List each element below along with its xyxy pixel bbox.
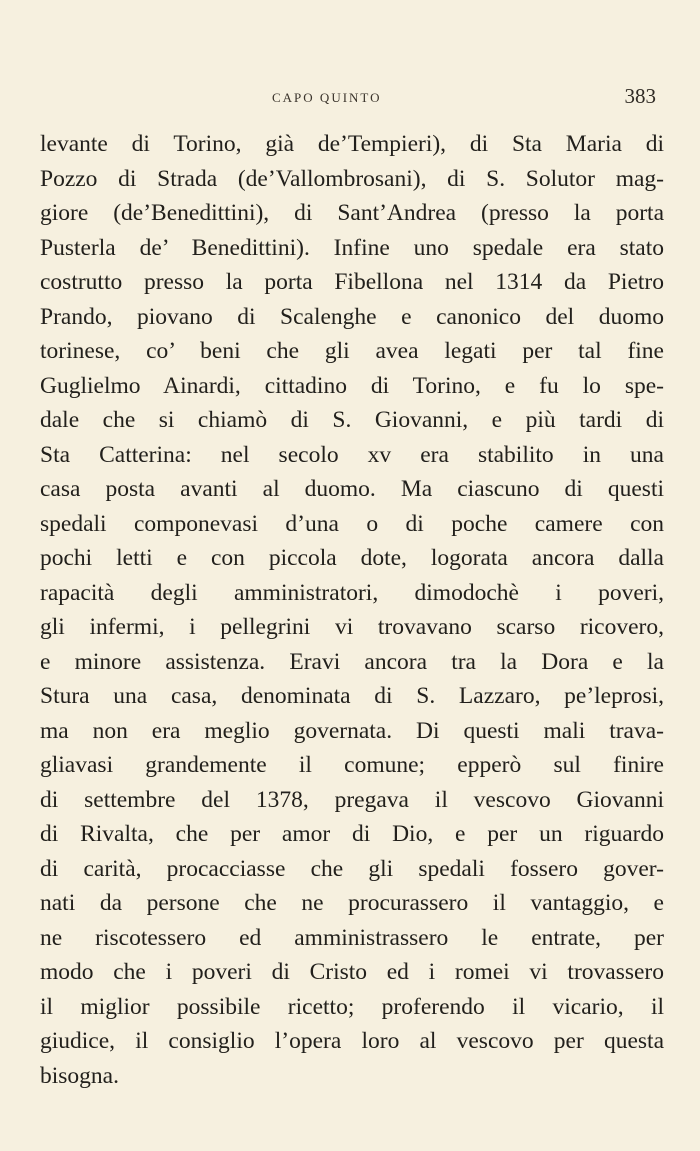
text-line: giore (de’Benedittini), di Sant’Andrea (presso la porta — [40, 200, 664, 226]
text-line: giudice, il consiglio l’opera loro al vescovo per questa — [40, 1028, 664, 1054]
text-line: Prando, piovano di Scalenghe e canonico del duomo — [40, 303, 664, 330]
text-line: ma non era meglio governata. Di questi mali trava- — [40, 717, 664, 744]
text-line: Pusterla de’ Benedittini). Infine uno spedale era stato — [40, 234, 664, 261]
text-line: spedali componevasi d’una o di poche camere con — [40, 510, 664, 537]
text-line: pochi letti e con piccola dote, logorata ancora dalla — [40, 545, 664, 571]
text-line: di carità, procacciasse che gli spedali fossero gover- — [40, 855, 664, 882]
text-line: Pozzo di Strada (de’Vallombrosani), di S. Solutor mag- — [40, 165, 664, 192]
text-line: e minore assistenza. Eravi ancora tra la Dora e la — [40, 648, 664, 675]
text-line: il miglior possibile ricetto; proferendo il vicario, il — [40, 993, 664, 1020]
text-line: gli infermi, i pellegrini vi trovavano scarso ricovero, — [40, 614, 664, 640]
text-line: di settembre del 1378, pregava il vescovo Giovanni — [40, 786, 664, 813]
page-number: 383 — [624, 84, 656, 108]
text-line: bisogna. — [40, 1062, 119, 1089]
text-line: casa posta avanti al duomo. Ma ciascuno di questi — [40, 476, 664, 502]
text-line: Sta Catterina: nel secolo xv era stabilito in una — [40, 441, 664, 468]
text-line: gliavasi grandemente il comune; epperò sul finire — [40, 752, 664, 778]
text-line: torinese, co’ beni che gli avea legati per tal fine — [40, 338, 664, 364]
text-line: Stura una casa, denominata di S. Lazzaro, pe’leprosi, — [40, 683, 664, 709]
text-line: costrutto presso la porta Fibellona nel 1314 da Pietro — [40, 269, 664, 295]
text-line: nati da persone che ne procurassero il vantaggio, e — [40, 890, 664, 916]
text-line: modo che i poveri di Cristo ed i romei vi trovassero — [40, 959, 664, 985]
text-line: ne riscotessero ed amministrassero le entrate, per — [40, 924, 664, 951]
body-text — [40, 127, 664, 1093]
text-line: rapacità degli amministratori, dimodochè i poveri, — [40, 579, 664, 606]
text-line: di Rivalta, che per amor di Dio, e per un riguardo — [40, 821, 664, 847]
text-line: dale che si chiamò di S. Giovanni, e più tardi di — [40, 407, 664, 433]
running-head: CAPO QUINTO — [272, 90, 382, 105]
text-line: levante di Torino, già de’Tempieri), di Sta Maria di — [40, 131, 664, 157]
text-line: Guglielmo Ainardi, cittadino di Torino, e fu lo spe- — [40, 372, 664, 399]
